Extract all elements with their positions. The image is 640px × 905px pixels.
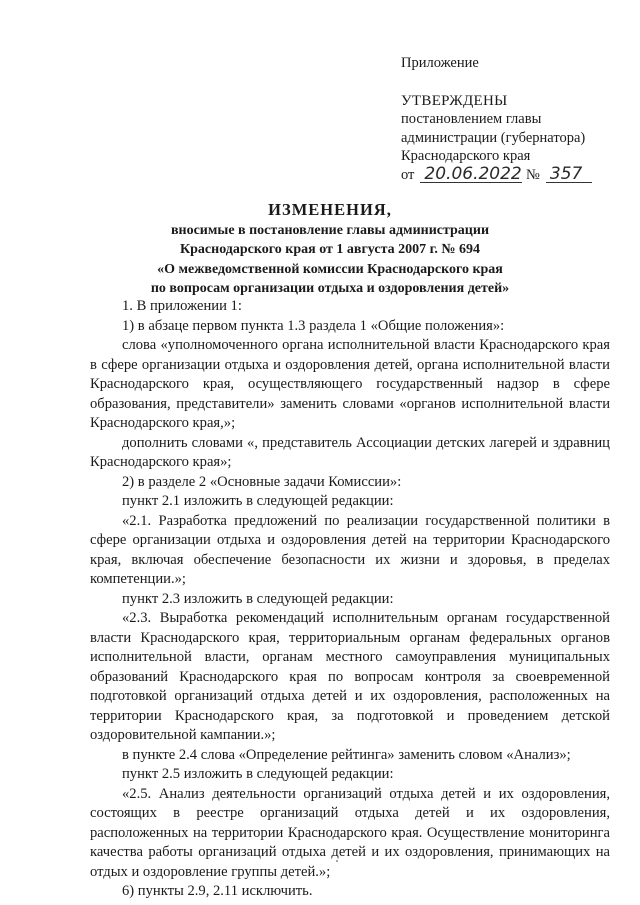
paragraph-7: «2.1. Разработка предложений по реализации государственной политики в сфере организации отдыха и оздоровления детей на территории Краснодарского края, включая обеспечение безопасности их жизни и здоровья, в пределах компетенции.»; <box>90 512 610 587</box>
approval-line-3: Краснодарского края <box>401 148 531 164</box>
approved-label: УТВЕРЖДЕНЫ <box>401 92 508 109</box>
heading-line-2: Краснодарского края от 1 августа 2007 г. № 694 <box>179 242 480 258</box>
date-prefix: от <box>401 166 415 183</box>
approval-line-1: постановлением главы <box>401 111 542 127</box>
paragraph-12: «2.5. Анализ деятельности организаций отдыха детей и их оздоровления, состоящих в реестре организаций отдыха детей и их оздоровления, расположенных на территории Краснодарского края. Осуществление мониторинга качества работы организаций отдыха детей и их оздоровления, принимающих на отдых и оздоровление группы детей.»; <box>90 785 610 880</box>
approval-date-line <box>401 163 631 185</box>
number-sign: № <box>526 166 540 183</box>
approval-block <box>401 54 631 184</box>
paragraph-13: 6) пункты 2.9, 2.11 исключить. <box>122 883 313 899</box>
document-heading <box>100 199 560 299</box>
heading-line-1: вносимые в постановление главы администрации <box>170 223 490 238</box>
paragraph-3: слова «уполномоченного органа исполнительной власти Краснодарского края в сфере организации отдыха и оздоровления детей, органа исполнительной власти Краснодарского края, осуществляющего государственный надзор в сфере образования, представители» заменить словами «органов исполнительной власти Краснодарского края,»; <box>90 337 610 431</box>
handwritten-number: 357 <box>546 166 592 183</box>
heading-line-3: «О межведомственной комиссии Краснодарского края <box>157 261 503 277</box>
paragraph-8: пункт 2.3 изложить в следующей редакции: <box>122 590 394 607</box>
paragraph-9: «2.3. Выработка рекомендаций исполнительным органам государственной власти Краснодарского края, территориальным органам федеральных органов исполнительной власти, органам местного самоуправления муниципальных образований Краснодарского края по вопросам контроля за своевременной подготовкой организаций отдыха детей и их оздоровления, расположенных на территории Краснодарского края, за подготовкой и проведением детской оздоровительной кампании.»; <box>90 610 610 743</box>
paragraph-1: 1. В приложении 1: <box>122 298 242 314</box>
heading-line-4: по вопросам организации отдыха и оздоровления детей» <box>150 281 510 297</box>
heading-title: ИЗМЕНЕНИЯ, <box>268 200 392 219</box>
paragraph-4: дополнить словами «, представитель Ассоциации детских лагерей и здравниц Краснодарского края»; <box>90 434 610 470</box>
scan-speck <box>336 860 338 862</box>
paragraph-5: 2) в разделе 2 «Основные задачи Комиссии»: <box>122 473 402 490</box>
paragraph-6: пункт 2.1 изложить в следующей редакции: <box>122 493 394 509</box>
document-body <box>90 297 610 902</box>
annex-label: Приложение <box>401 55 479 71</box>
approval-line-2: администрации (губернатора) <box>401 129 586 146</box>
paragraph-11: пункт 2.5 изложить в следующей редакции: <box>122 766 394 782</box>
handwritten-date: 20.06.2022 <box>420 166 522 183</box>
paragraph-10: в пункте 2.4 слова «Определение рейтинга» заменить словом «Анализ»; <box>122 746 571 763</box>
paragraph-2: 1) в абзаце первом пункта 1.3 раздела 1 «Общие положения»: <box>122 317 505 334</box>
